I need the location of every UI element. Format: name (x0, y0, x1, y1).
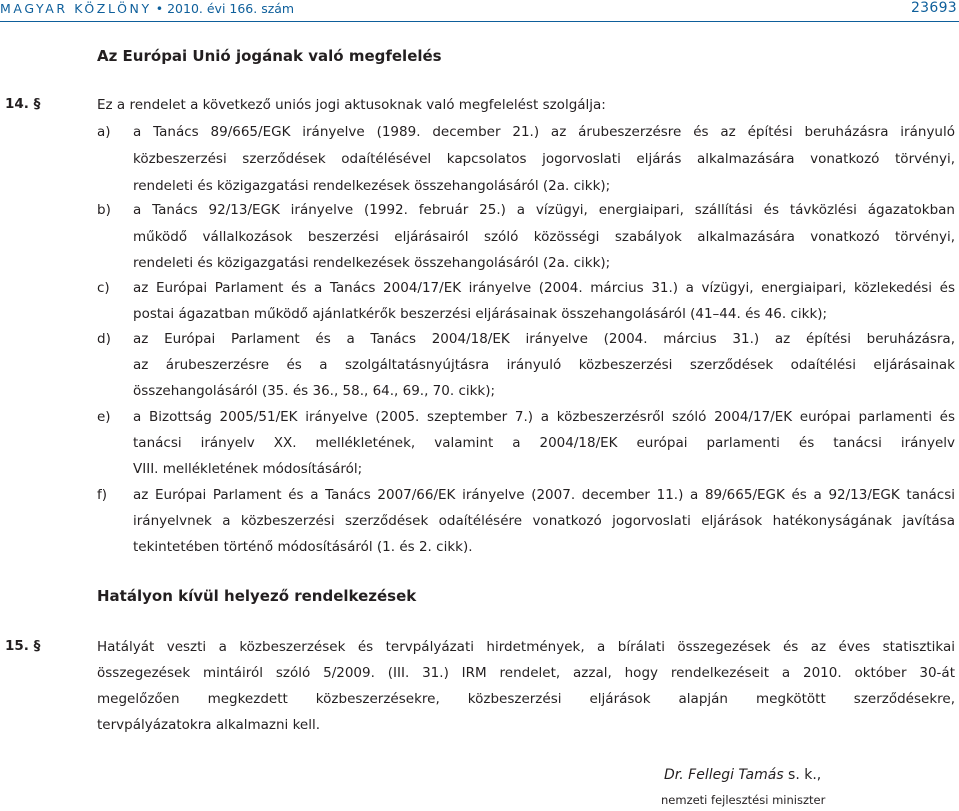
section-heading-eu: Az Európai Unió jogának való megfelelés (97, 47, 442, 65)
list-item-line: rendeleti és közigazgatási rendelkezések összehangolásáról (2a. cikk); (133, 178, 611, 194)
list-item-line: az Európai Parlament és a Tanács 2004/18/EK irányelve (2004. március 31.) az építési beruházásra, (133, 331, 955, 347)
list-item-line: a Tanács 92/13/EGK irányelve (1992. február 25.) a vízügyi, energiaipari, szállítási és távközlési ágazatokban (133, 202, 955, 218)
list-item-line: VIII. mellékletének módosításáról; (133, 461, 363, 477)
paragraph-15-line: összegezések mintáiról szóló 5/2009. (III. 31.) IRM rendelet, azzal, hogy rendelkezéseit a 2010. október 30-át (97, 665, 955, 681)
list-item-label: d) (97, 331, 111, 347)
list-item-line: közbeszerzési szerződések odaítélésével kapcsolatos jogorvoslati eljárás alkalmazására vonatkozó törvényi, (133, 151, 955, 167)
paragraph-15-line: Hatályát veszti a közbeszerzések és tervpályázati hirdetmények, a bírálati összegezések és az éves statisztikai (97, 639, 955, 655)
page-header (0, 0, 959, 22)
paragraph-number-14: 14. § (5, 96, 41, 112)
list-item-label: e) (97, 409, 111, 425)
list-item-line: összehangolásáról (35. és 36., 58., 64., 69., 70. cikk); (133, 383, 496, 399)
list-item-line: a Bizottság 2005/51/EK irányelve (2005. szeptember 7.) a közbeszerzésről szóló 2004/17/EK európai parlamenti és (133, 409, 955, 425)
list-item-line: tanácsi irányelv XX. mellékletének, valamint a 2004/18/EK európai parlamenti és tanácsi irányelv (133, 435, 955, 451)
list-item-label: b) (97, 202, 111, 218)
signatory-title: nemzeti fejlesztési miniszter (661, 793, 826, 807)
list-item-line: az Európai Parlament és a Tanács 2004/17/EK irányelve (2004. március 31.) a vízügyi, energiaipari, közlekedési és (133, 280, 955, 296)
list-item-line: a Tanács 89/665/EGK irányelve (1989. december 21.) az árubeszerzésre és az építési beruházásra irányuló (133, 124, 955, 140)
list-item-label: f) (97, 487, 108, 503)
list-item-label: a) (97, 124, 111, 140)
paragraph-15-line: tervpályázatokra alkalmazni kell. (97, 717, 321, 733)
list-item-line: rendeleti és közigazgatási rendelkezések összehangolásáról (2a. cikk); (133, 255, 611, 271)
list-item-line: az Európai Parlament és a Tanács 2007/66/EK irányelve (2007. december 11.) a 89/665/EGK és a 92/13/EGK tanácsi (133, 487, 955, 503)
signatory-name: Dr. Fellegi Tamás s. k., (664, 767, 822, 783)
list-item-line: irányelvnek a közbeszerzési szerződések odaítélésére vonatkozó jogorvoslati eljárások hatékonyságának javítása (133, 513, 955, 529)
journal-title: MAGYAR KÖZLÖNY (0, 1, 152, 16)
list-item-line: tekintetében történő módosításáról (1. és 2. cikk). (133, 539, 473, 555)
section-heading-repeal: Hatályon kívül helyező rendelkezések (97, 587, 417, 605)
paragraph-15-line: megelőzően megkezdett közbeszerzésekre, közbeszerzési eljárások alapján megkötött szerződésekre, (97, 691, 955, 707)
header-left (0, 1, 294, 16)
paragraph-14-intro: Ez a rendelet a következő uniós jogi aktusoknak való megfelelést szolgálja: (97, 97, 606, 113)
header-rule (0, 21, 959, 22)
paragraph-number-15: 15. § (5, 638, 41, 654)
header-bullet: • (155, 1, 164, 16)
page-number: 23693 (910, 0, 957, 16)
list-item-line: az árubeszerzésre és a szolgáltatásnyújtásra irányuló közbeszerzési szerződések odaítélési eljárásainak (133, 357, 955, 373)
list-item-line: működő vállalkozások beszerzési eljárásairól szóló közösségi szabályok alkalmazására vonatkozó törvényi, (133, 229, 955, 245)
list-item-label: c) (97, 280, 110, 296)
list-item-line: postai ágazatban működő ajánlatkérők beszerzési eljárásainak összehangolásáról (41–44. és 46. cikk); (133, 306, 828, 322)
issue-info: 2010. évi 166. szám (167, 1, 295, 16)
